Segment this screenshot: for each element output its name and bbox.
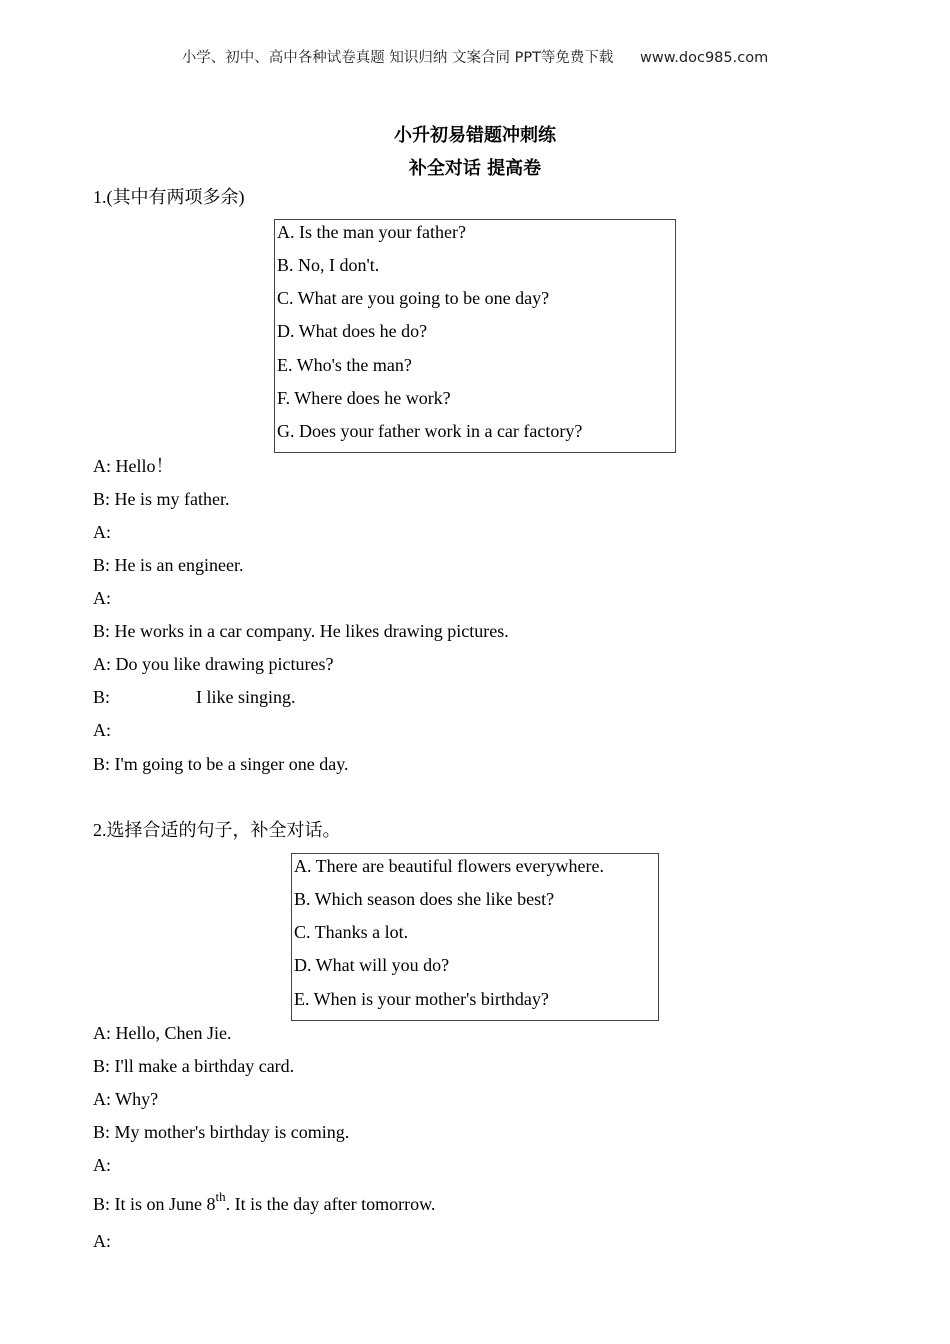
dialogue-text: B: It is on June 8 bbox=[93, 1194, 216, 1214]
q2-heading: 2.选择合适的句子，补全对话。 bbox=[93, 820, 341, 840]
q1-dialogue-line: B: He is my father. bbox=[93, 489, 230, 509]
dialogue-text: . It is the day after tomorrow. bbox=[225, 1194, 436, 1214]
q1-dialogue-line: A: bbox=[93, 720, 111, 740]
q2-dialogue-line: A: bbox=[93, 1231, 111, 1251]
q2-option: A. There are beautiful flowers everywhere. bbox=[294, 856, 605, 876]
q1-dialogue-line: A: Do you like drawing pictures? bbox=[93, 654, 334, 674]
q1-option: G. Does your father work in a car factory? bbox=[277, 420, 583, 441]
speaker-label: B: bbox=[93, 687, 111, 707]
header-text: 小学、初中、高中各种试卷真题 知识归纳 文案合同 PPT等免费下载 bbox=[181, 50, 614, 66]
q2-option: E. When is your mother's birthday? bbox=[294, 988, 549, 1009]
q2-option: D. What will you do? bbox=[294, 955, 450, 976]
q2-dialogue-line: A: Why? bbox=[93, 1089, 159, 1109]
q1-dialogue-line: B: I'm going to be a singer one day. bbox=[93, 754, 349, 774]
q1-heading: 1.(其中有两项多余) bbox=[93, 187, 245, 207]
dialogue-text: I like singing. bbox=[196, 687, 296, 707]
q2-options-box bbox=[291, 853, 659, 1021]
q1-option: A. Is the man your father? bbox=[277, 222, 466, 242]
q1-option: F. Where does he work? bbox=[277, 387, 451, 408]
q1-option: C. What are you going to be one day? bbox=[277, 288, 550, 309]
q1-dialogue-line: B: He works in a car company. He likes drawing pictures. bbox=[93, 621, 509, 641]
q1-dialogue-line: B: He is an engineer. bbox=[93, 555, 244, 575]
q1-dialogue-line-b bbox=[93, 686, 296, 708]
q1-dialogue-line: A: bbox=[93, 588, 111, 608]
q1-option: B. No, I don't. bbox=[277, 255, 380, 276]
q2-dialogue-line-date bbox=[93, 1189, 436, 1215]
q2-dialogue-line: A: Hello, Chen Jie. bbox=[93, 1023, 232, 1043]
ordinal-suffix: th bbox=[215, 1189, 226, 1204]
q1-dialogue-line: A: bbox=[93, 522, 111, 542]
q1-option: D. What does he do? bbox=[277, 321, 428, 342]
page-subtitle: 补全对话 提高卷 bbox=[408, 158, 542, 179]
q2-option: C. Thanks a lot. bbox=[294, 922, 409, 943]
page-title: 小升初易错题冲刺练 bbox=[394, 125, 556, 146]
q2-option: B. Which season does she like best? bbox=[294, 889, 555, 910]
header-site: www.doc985.com bbox=[640, 50, 769, 66]
q1-dialogue-line: A: Hello！ bbox=[93, 456, 174, 476]
q2-dialogue-line: B: My mother's birthday is coming. bbox=[93, 1122, 350, 1142]
q1-options-box bbox=[274, 219, 676, 453]
q2-dialogue-line: B: I'll make a birthday card. bbox=[93, 1056, 295, 1076]
q1-option: E. Who's the man? bbox=[277, 354, 412, 375]
page-header bbox=[0, 46, 950, 67]
q2-dialogue-line: A: bbox=[93, 1155, 111, 1175]
